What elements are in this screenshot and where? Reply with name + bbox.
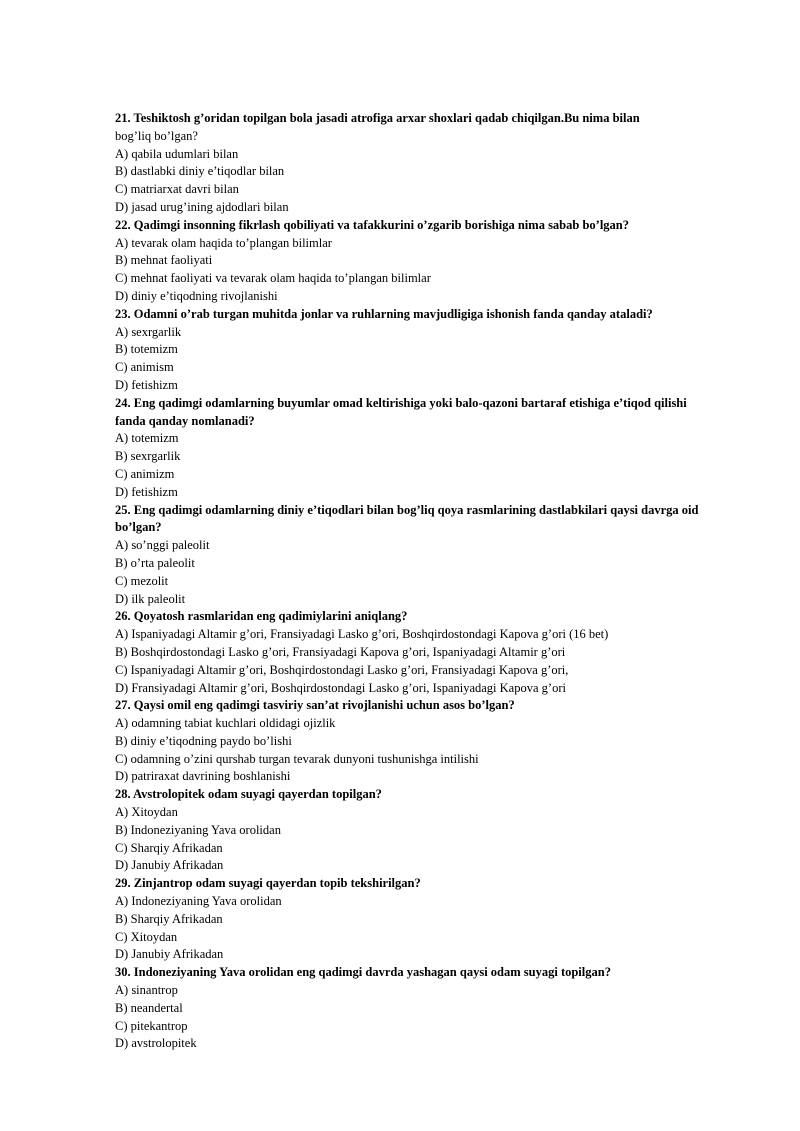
- question-block: [115, 395, 755, 502]
- answer-option: A) odamning tabiat kuchlari oldidagi ojizlik: [115, 716, 336, 731]
- answer-option: A) sexrgarlik: [115, 324, 182, 339]
- question-title-line: 21. Teshiktosh g’oridan topilgan bola jasadi atrofiga arxar shoxlari qadab chiqilgan.Bu nima bilan: [115, 111, 640, 125]
- question-title-line: fanda qanday nomlanadi?: [115, 413, 255, 428]
- question-block: [115, 697, 755, 786]
- question-title-line: 28. Avstrolopitek odam suyagi qayerdan topilgan?: [115, 787, 382, 802]
- answer-option: A) sinantrop: [115, 983, 178, 998]
- answer-option: C) mezolit: [115, 573, 169, 588]
- answer-option: D) Janubiy Afrikadan: [115, 858, 224, 873]
- answer-option: A) so’nggi paleolit: [115, 538, 210, 553]
- answer-option: C) Xitoydan: [115, 929, 178, 944]
- question-block: [115, 306, 755, 395]
- document-page: [115, 110, 755, 1053]
- answer-option: B) diniy e’tiqodning paydo bo’lishi: [115, 733, 292, 748]
- answer-option: B) totemizm: [115, 342, 178, 357]
- question-title-line: 24. Eng qadimgi odamlarning buyumlar omad keltirishiga yoki balo-qazoni bartaraf etishiga e’tiqod qilishi: [115, 395, 687, 410]
- question-block: [115, 875, 755, 964]
- answer-option: D) fetishizm: [115, 484, 178, 499]
- question-block: [115, 217, 755, 306]
- answer-option: D) diniy e’tiqodning rivojlanishi: [115, 288, 278, 303]
- answer-option: C) Sharqiy Afrikadan: [115, 840, 223, 855]
- question-block: [115, 608, 755, 697]
- answer-option: D) Janubiy Afrikadan: [115, 947, 224, 962]
- question-title-line: 26. Qoyatosh rasmlaridan eng qadimiylarini aniqlang?: [115, 609, 408, 624]
- question-title-line: 29. Zinjantrop odam suyagi qayerdan topib tekshirilgan?: [115, 876, 421, 891]
- answer-option: D) jasad urug’ining ajdodlari bilan: [115, 199, 289, 214]
- question-title-line: bog’liq bo’lgan?: [115, 128, 198, 143]
- answer-option: B) Boshqirdostondagi Lasko g’ori, Fransiyadagi Kapova g’ori, Ispaniyadagi Altamir g’ori: [115, 644, 566, 659]
- answer-option: B) Sharqiy Afrikadan: [115, 911, 223, 926]
- question-title-line: 25. Eng qadimgi odamlarning diniy e’tiqodlari bilan bog’liq qoya rasmlarining dastlabkilari qaysi davrga oid: [115, 502, 699, 517]
- question-block: [115, 786, 755, 875]
- answer-option: A) totemizm: [115, 431, 179, 446]
- question-title-line: bo’lgan?: [115, 520, 162, 535]
- answer-option: D) avstrolopitek: [115, 1036, 197, 1051]
- answer-option: C) Ispaniyadagi Altamir g’ori, Boshqirdostondagi Lasko g’ori, Fransiyadagi Kapova g’ori,: [115, 662, 569, 677]
- answer-option: B) Indoneziyaning Yava orolidan: [115, 822, 281, 837]
- answer-option: C) animism: [115, 360, 174, 375]
- answer-option: C) animizm: [115, 466, 175, 481]
- question-block: [115, 964, 755, 1053]
- answer-option: D) fetishizm: [115, 377, 178, 392]
- answer-option: B) o’rta paleolit: [115, 555, 195, 570]
- answer-option: D) ilk paleolit: [115, 591, 186, 606]
- question-title-line: 30. Indoneziyaning Yava orolidan eng qadimgi davrda yashagan qaysi odam suyagi topilgan?: [115, 965, 611, 980]
- answer-option: C) pitekantrop: [115, 1018, 188, 1033]
- answer-option: C) mehnat faoliyati va tevarak olam haqida to’plangan bilimlar: [115, 271, 431, 286]
- question-block: [115, 110, 755, 217]
- question-block: [115, 502, 755, 609]
- answer-option: D) Fransiyadagi Altamir g’ori, Boshqirdostondagi Lasko g’ori, Ispaniyadagi Kapova g’ori: [115, 680, 566, 695]
- answer-option: C) matriarxat davri bilan: [115, 182, 239, 197]
- answer-option: B) mehnat faoliyati: [115, 253, 213, 268]
- answer-option: A) Indoneziyaning Yava orolidan: [115, 894, 282, 909]
- answer-option: B) sexrgarlik: [115, 449, 181, 464]
- question-title-line: 22. Qadimgi insonning fikrlash qobiliyati va tafakkurini o’zgarib borishiga nima sabab bo’lgan?: [115, 217, 630, 232]
- answer-option: D) patriraxat davrining boshlanishi: [115, 769, 291, 784]
- answer-option: A) qabila udumlari bilan: [115, 146, 239, 161]
- answer-option: C) odamning o’zini qurshab turgan tevarak dunyoni tushunishga intilishi: [115, 751, 479, 766]
- answer-option: A) Xitoydan: [115, 805, 178, 820]
- answer-option: B) dastlabki diniy e’tiqodlar bilan: [115, 164, 285, 179]
- answer-option: A) Ispaniyadagi Altamir g’ori, Fransiyadagi Lasko g’ori, Boshqirdostondagi Kapova g’ori (16 bet): [115, 627, 609, 642]
- answer-option: B) neandertal: [115, 1000, 183, 1015]
- question-title-line: 23. Odamni o’rab turgan muhitda jonlar va ruhlarning mavjudligiga ishonish fanda qanday ataladi?: [115, 306, 653, 321]
- question-title-line: 27. Qaysi omil eng qadimgi tasviriy san’at rivojlanishi uchun asos bo’lgan?: [115, 698, 515, 713]
- answer-option: A) tevarak olam haqida to’plangan bilimlar: [115, 235, 332, 250]
